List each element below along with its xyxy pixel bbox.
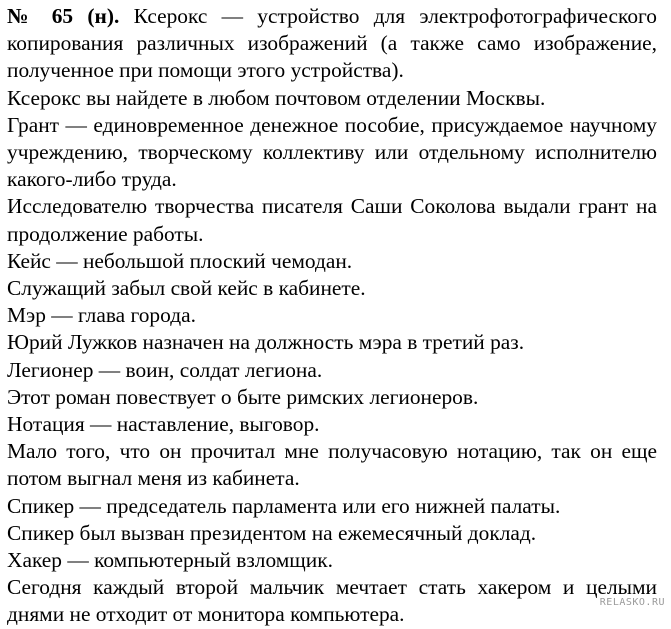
paragraph-grant-example: Исследователю творчества писателя Саши Соколова выдали грант на продолжение работы. <box>7 194 657 246</box>
paragraph-legioner-example: Этот роман повествует о быте римских легионеров. <box>7 384 479 409</box>
paragraph-spiker-example: Спикер был вызван президентом на ежемесячный доклад. <box>7 520 537 545</box>
paragraph-kseroks-definition <box>7 3 657 85</box>
paragraph-mer-example: Юрий Лужков назначен на должность мэра в третий раз. <box>7 330 525 355</box>
paragraph-keys-definition: Кейс — небольшой плоский чемодан. <box>7 248 353 273</box>
paragraph-keys-example: Служащий забыл свой кейс в кабинете. <box>7 276 366 301</box>
paragraph-haker-example: Сегодня каждый второй мальчик мечтает стать хакером и целыми днями не отходит от монитора компьютера. <box>7 575 657 627</box>
watermark: RELASKO.RU <box>599 597 665 608</box>
paragraph-legioner-definition: Легионер — воин, солдат легиона. <box>7 357 323 382</box>
paragraph-kseroks-example: Ксерокс вы найдете в любом почтовом отделении Москвы. <box>7 85 546 110</box>
paragraph-notatsiya-definition: Нотация — наставление, выговор. <box>7 412 320 437</box>
exercise-number: № 65 (н). <box>7 4 120 28</box>
paragraph-haker-definition: Хакер — компьютерный взломщик. <box>7 548 333 573</box>
paragraph-text: Ксерокс — устройство для электрофотографического копирования различных изображений (а также само изображение, полученное при помощи этого устройства). <box>7 4 657 83</box>
paragraph-notatsiya-example: Мало того, что он прочитал мне получасовую нотацию, так он еще потом выгнал меня из кабинета. <box>7 439 657 491</box>
exercise-text <box>7 3 657 629</box>
paragraph-spiker-definition: Спикер — председатель парламента или его нижней палаты. <box>7 493 561 518</box>
paragraph-mer-definition: Мэр — глава города. <box>7 303 196 328</box>
paragraph-grant-definition: Грант — единовременное денежное пособие, присуждаемое научному учреждению, творческому коллективу или отдельному исполнителю какого-либо труда. <box>7 112 657 192</box>
